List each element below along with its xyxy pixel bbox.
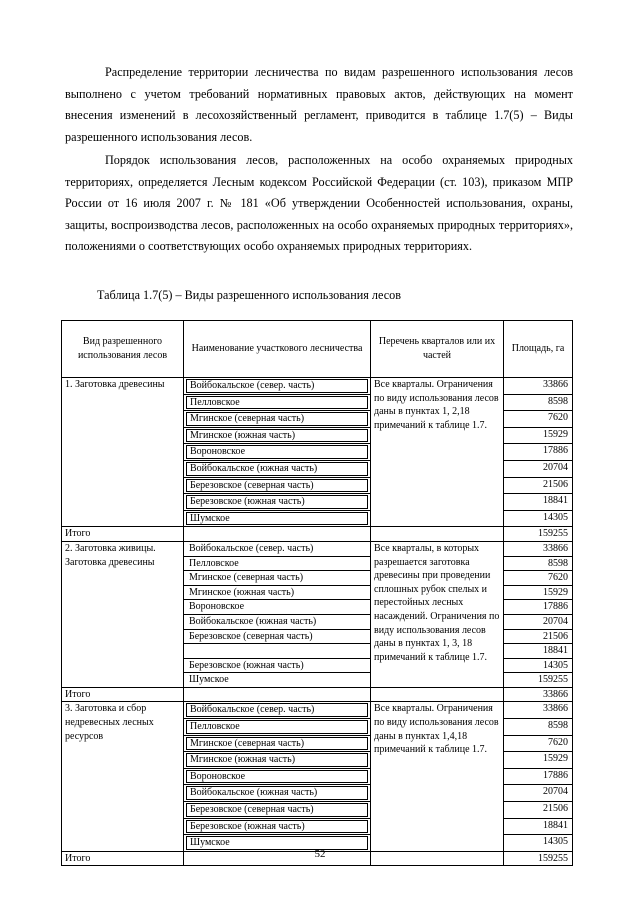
district-name: Войбокальское (север. часть)	[186, 379, 368, 393]
district-cell	[184, 556, 371, 571]
header-area: Площадь, га	[504, 321, 573, 378]
area-cell: 21506	[504, 477, 573, 494]
district-name: Вороновское	[189, 601, 245, 613]
area-cell: 8598	[504, 394, 573, 411]
area-cell: 33866	[504, 378, 573, 395]
area-cell: 14305	[504, 658, 573, 673]
district-cell	[184, 673, 371, 688]
header-quarters-list: Перечень кварталов или их частей	[371, 321, 504, 378]
area-cell: 20704	[504, 460, 573, 477]
table-row	[62, 378, 573, 395]
area-cell: 33866	[504, 702, 573, 719]
area-cell: 8598	[504, 719, 573, 736]
district-cell	[184, 644, 371, 659]
area-cell: 15929	[504, 752, 573, 769]
district-cell	[184, 427, 371, 444]
district-cell	[184, 818, 371, 835]
quarters-note-cell: Все кварталы. Ограничения по виду использования лесов даны в пунктах 1,4,18 примечаний к таблице 1.7.	[371, 702, 504, 851]
district-cell	[184, 629, 371, 644]
district-name: Войбокальское (южная часть)	[186, 786, 368, 800]
district-name: Пелловское	[186, 396, 368, 410]
district-name	[184, 644, 370, 658]
empty-cell	[371, 687, 504, 702]
area-cell: 14305	[504, 510, 573, 527]
page-number: 52	[314, 848, 326, 860]
area-cell: 17886	[504, 444, 573, 461]
area-cell: 15929	[504, 585, 573, 600]
district-cell	[184, 785, 371, 802]
header-usage-type: Вид разрешенного использования лесов	[62, 321, 184, 378]
district-name: Пелловское	[189, 557, 239, 569]
area-cell: 20704	[504, 785, 573, 802]
total-row	[62, 527, 573, 542]
area-cell: 33866	[504, 541, 573, 556]
table-caption: Таблица 1.7(5) – Виды разрешенного использования лесов	[97, 288, 401, 302]
forest-usage-table	[61, 320, 573, 866]
district-cell	[184, 460, 371, 477]
usage-type-cell: 2. Заготовка живицы. Заготовка древесины	[62, 541, 184, 687]
district-cell	[184, 571, 371, 586]
district-name: Березовское (южная часть)	[186, 820, 368, 834]
district-cell	[184, 752, 371, 769]
empty-cell	[184, 687, 371, 702]
district-cell	[184, 702, 371, 719]
quarters-note-cell: Все кварталы, в которых разрешается заготовка древесины при проведении сплошных рубок спелых и перестойных лесных насаждений. Ограничения по виду использования лесов даны в пунктах 1, 3, 18 примечаний к таблице 1.7.	[371, 541, 504, 687]
total-area: 33866	[504, 687, 573, 702]
area-cell: 18841	[504, 494, 573, 511]
district-cell	[184, 768, 371, 785]
area-cell: 20704	[504, 614, 573, 629]
district-cell	[184, 585, 371, 600]
district-cell	[184, 719, 371, 736]
district-cell	[184, 802, 371, 819]
area-cell: 18841	[504, 818, 573, 835]
area-cell: 21506	[504, 629, 573, 644]
area-cell: 8598	[504, 556, 573, 571]
paragraph-distribution: Распределение территории лесничества по видам разрешенного использования лесов выполнено с учетом требований нормативных правовых актов, действующих на момент внесения изменений в лесохозяйственный регламент, приводится в таблице 1.7(5) – Виды разрешенного использования лесов.	[65, 65, 573, 144]
header-district-name: Наименование участкового лесничества	[184, 321, 371, 378]
district-cell	[184, 541, 371, 556]
district-cell	[184, 614, 371, 629]
usage-type-cell: 1. Заготовка древесины	[62, 378, 184, 527]
area-cell: 14305	[504, 835, 573, 852]
area-cell: 17886	[504, 600, 573, 615]
district-cell	[184, 444, 371, 461]
district-cell	[184, 394, 371, 411]
total-label: Итого	[62, 527, 184, 542]
district-cell	[184, 600, 371, 615]
empty-cell	[184, 527, 371, 542]
district-name: Пелловское	[186, 720, 368, 734]
usage-type-cell: 3. Заготовка и сбор недревесных лесных ресурсов	[62, 702, 184, 851]
district-cell	[184, 510, 371, 527]
district-name: Березовское (северная часть)	[186, 803, 368, 817]
area-cell: 17886	[504, 768, 573, 785]
district-name: Шумское	[186, 512, 368, 526]
total-area: 159255	[504, 851, 573, 866]
table-row	[62, 702, 573, 719]
district-name: Мгинское (северная часть)	[186, 737, 368, 751]
total-label: Итого	[62, 851, 184, 866]
district-name: Мгинское (северная часть)	[189, 572, 304, 584]
district-name: Березовское (северная часть)	[189, 630, 313, 642]
district-name: Войбокальское (южная часть)	[186, 462, 368, 476]
district-name: Шумское	[186, 836, 368, 850]
empty-cell	[371, 527, 504, 542]
district-cell	[184, 494, 371, 511]
district-name: Мгинское (северная часть)	[186, 412, 368, 426]
area-cell: 7620	[504, 571, 573, 586]
area-cell: 7620	[504, 735, 573, 752]
district-name: Березовское (южная часть)	[189, 659, 304, 671]
district-cell	[184, 658, 371, 673]
district-name: Войбокальское (южная часть)	[189, 615, 317, 627]
district-cell	[184, 477, 371, 494]
district-name: Войбокальское (север. часть)	[186, 703, 368, 717]
district-name: Березовское (южная часть)	[186, 495, 368, 509]
district-name: Березовское (северная часть)	[186, 479, 368, 493]
district-name: Шумское	[189, 674, 229, 686]
district-cell	[184, 411, 371, 428]
quarters-note-cell: Все кварталы. Ограничения по виду использования лесов даны в пунктах 1, 2,18 примечаний к таблице 1.7.	[371, 378, 504, 527]
district-name: Мгинское (южная часть)	[186, 753, 368, 767]
area-cell: 7620	[504, 411, 573, 428]
total-row	[62, 687, 573, 702]
district-cell	[184, 735, 371, 752]
total-label: Итого	[62, 687, 184, 702]
district-name: Вороновское	[186, 445, 368, 459]
area-cell: 21506	[504, 802, 573, 819]
table-header-row	[62, 321, 573, 378]
total-area: 159255	[504, 527, 573, 542]
district-name: Мгинское (южная часть)	[189, 586, 295, 598]
paragraph-usage-order: Порядок использования лесов, расположенных на особо охраняемых природных территориях, определяется Лесным кодексом Российской Федерации (ст. 103), приказом МПР России от 16 июля 2007 г. № 181 «Об утверждении Особенностей использования, охраны, защиты, воспроизводства лесов, расположенных на особо охраняемых природных территориях», положениями о соответствующих особо охраняемых природных территориях.	[65, 153, 573, 253]
district-name: Войбокальское (север. часть)	[189, 542, 314, 554]
district-cell	[184, 378, 371, 395]
district-name: Вороновское	[186, 770, 368, 784]
table-row	[62, 541, 573, 556]
district-name: Мгинское (южная часть)	[186, 429, 368, 443]
area-cell: 159255	[504, 673, 573, 688]
area-cell: 15929	[504, 427, 573, 444]
area-cell: 18841	[504, 644, 573, 659]
